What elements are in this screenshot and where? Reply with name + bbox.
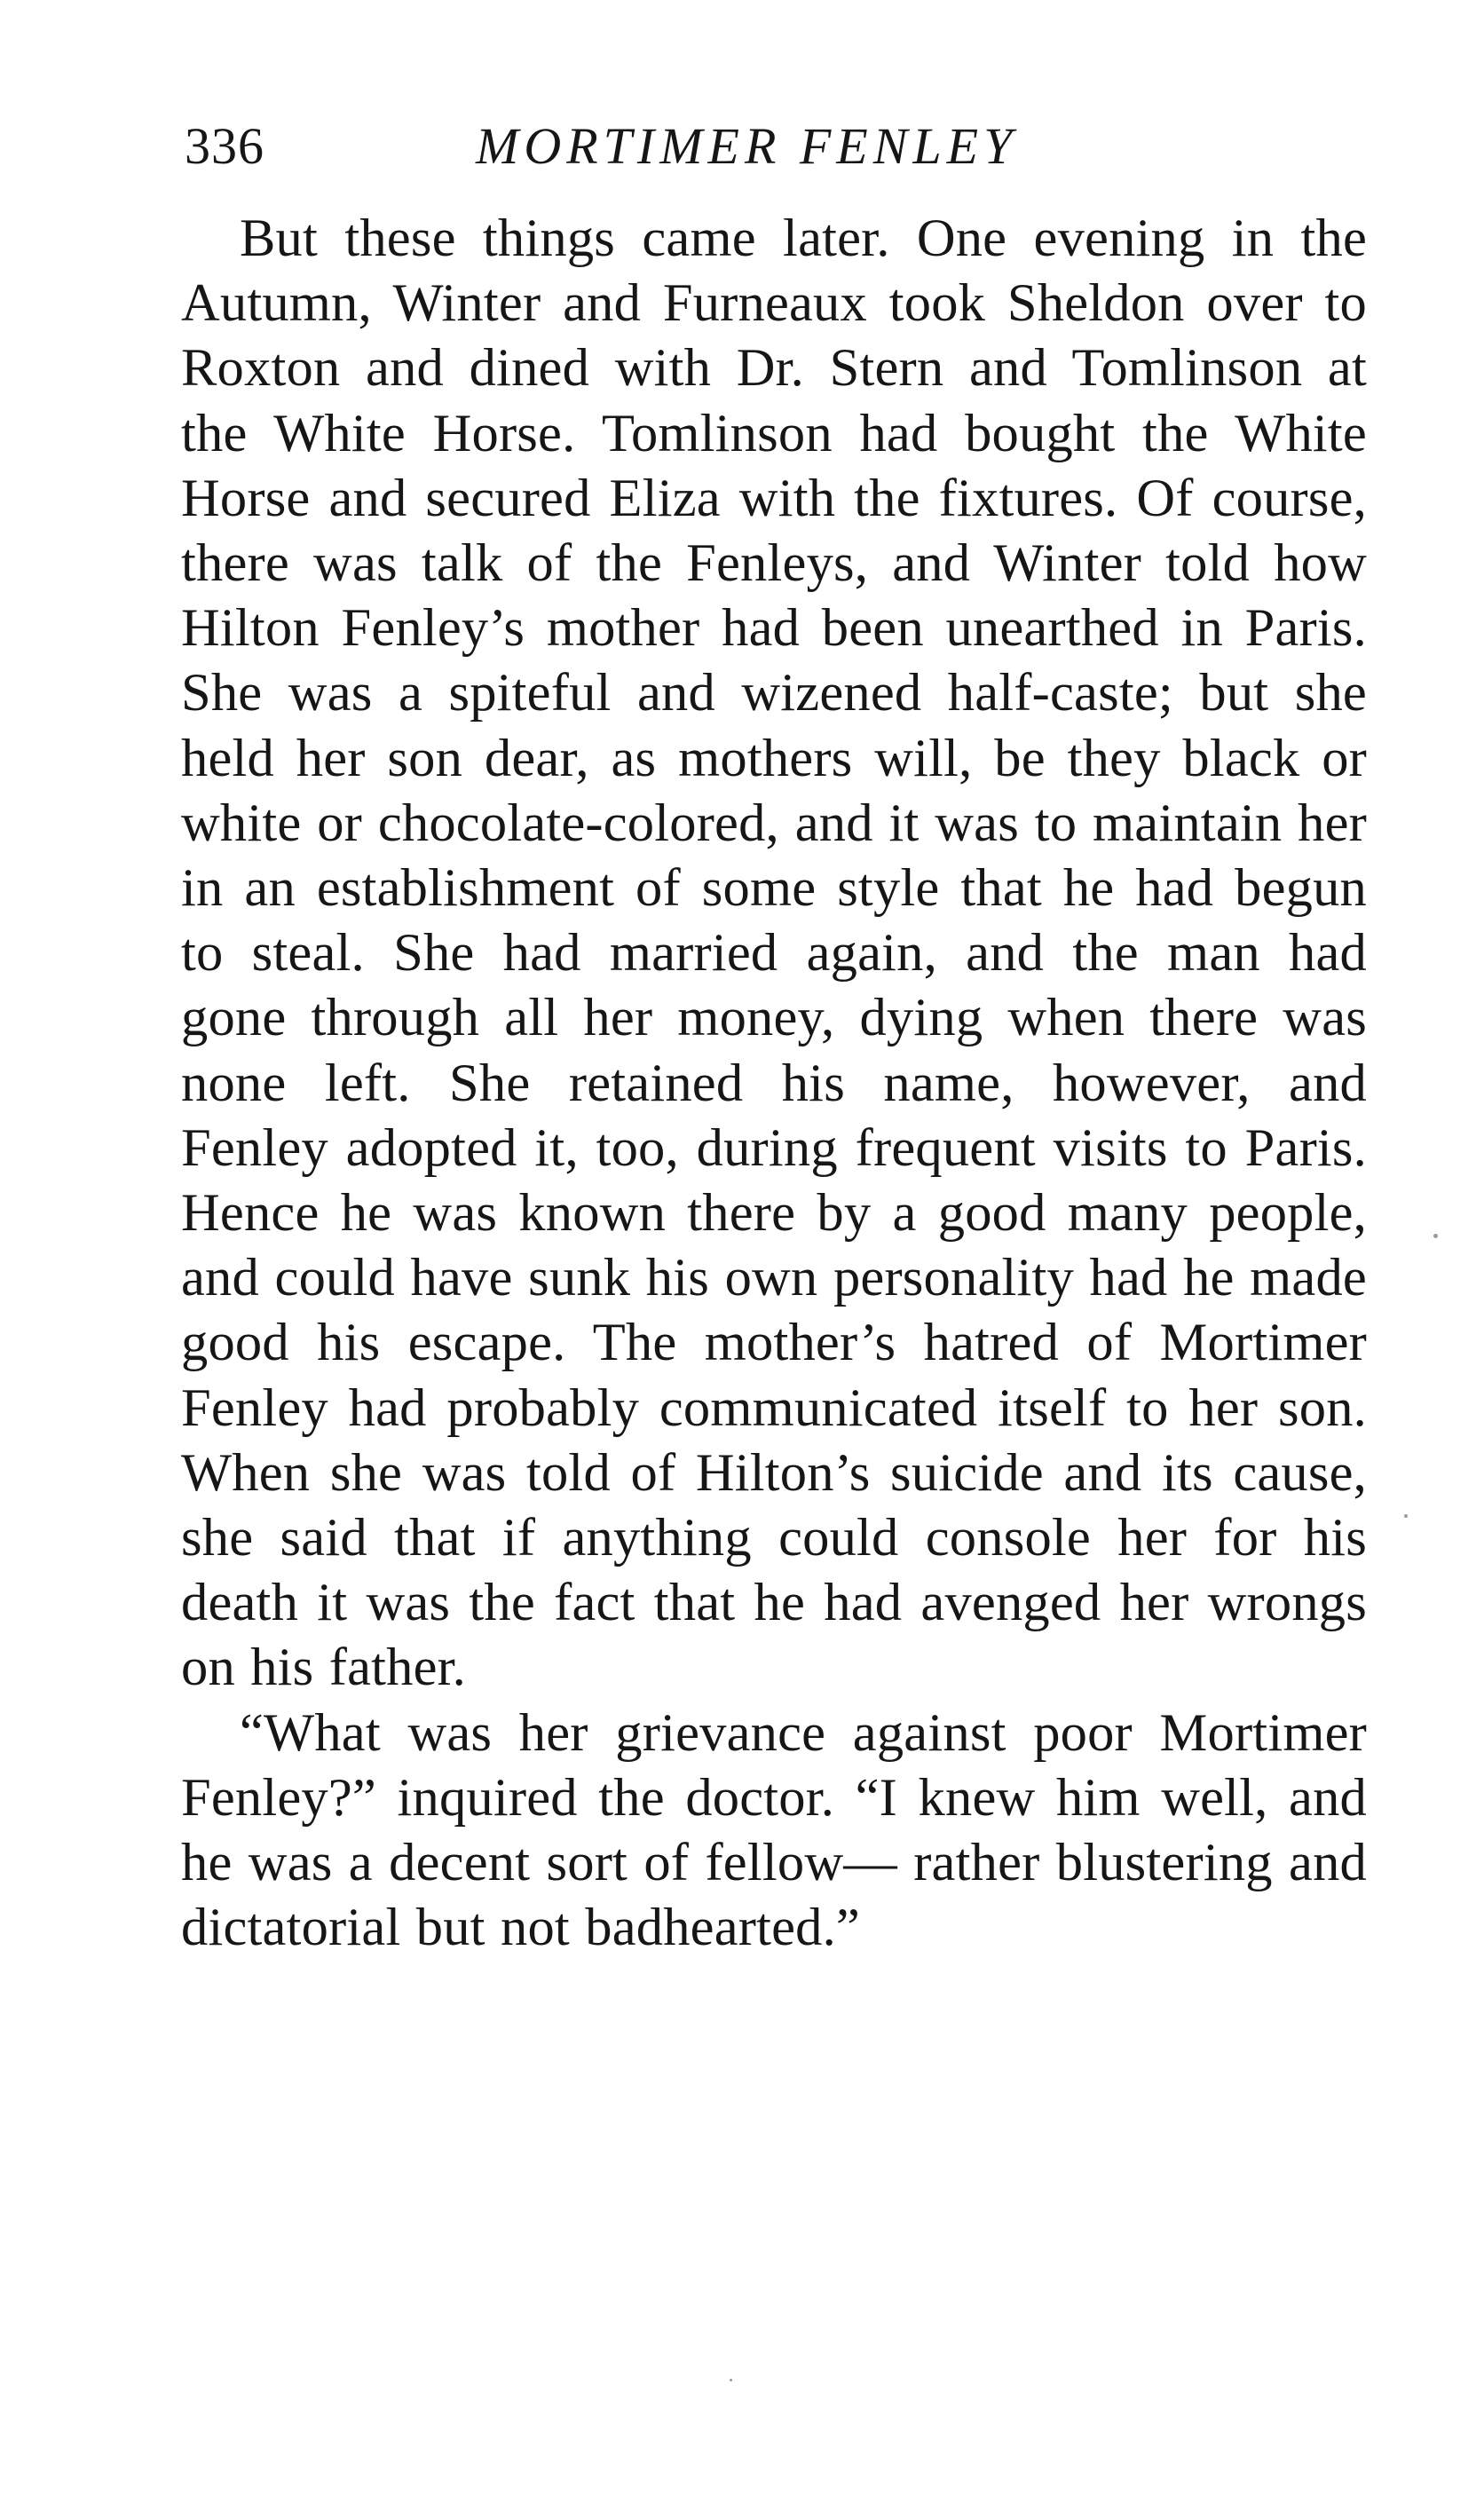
paragraph-2: “What was her grievance against poor Mortimer Fenley?” inquired the doctor. “I knew him well, and he was a decent sort of fellow— rather blustering and dictatorial but not badhearted.” — [181, 1702, 1367, 1958]
scan-speck — [730, 2379, 732, 2381]
page-number: 336 — [185, 117, 264, 175]
body-text — [181, 206, 1367, 1960]
running-title: MORTIMER FENLEY — [476, 117, 1018, 175]
running-head — [185, 107, 1365, 186]
paragraph-1: But these things came later. One evening in the Autumn, Winter and Furneaux took Sheldon over to Roxton and dined with Dr. Stern and Tomlinson at the White Horse. Tomlinson had bought the White Horse and secured Eliza with the fixtures. Of course, there was talk of the Fenleys, and Winter told how Hilton Fenley’s mother had been unearthed in Paris. She was a spiteful and wizened half-caste; but she held her son dear, as mothers will, be they black or white or chocolate-colored, and it was to maintain her in an establishment of some style that he had begun to steal. She had married again, and the man had gone through all her money, dying when there was none left. She retained his name, however, and Fenley adopted it, too, during frequent visits to Paris. Hence he was known there by a good many people, and could have sunk his own personality had he made good his escape. The mother’s hatred of Mortimer Fenley had probably communicated itself to her son. When she was told of Hilton’s suicide and its cause, she said that if anything could console her for his death it was the fact that he had avenged her wrongs on his father. — [181, 209, 1367, 1698]
scan-speck — [1433, 1234, 1438, 1238]
scan-speck — [1404, 1514, 1408, 1518]
